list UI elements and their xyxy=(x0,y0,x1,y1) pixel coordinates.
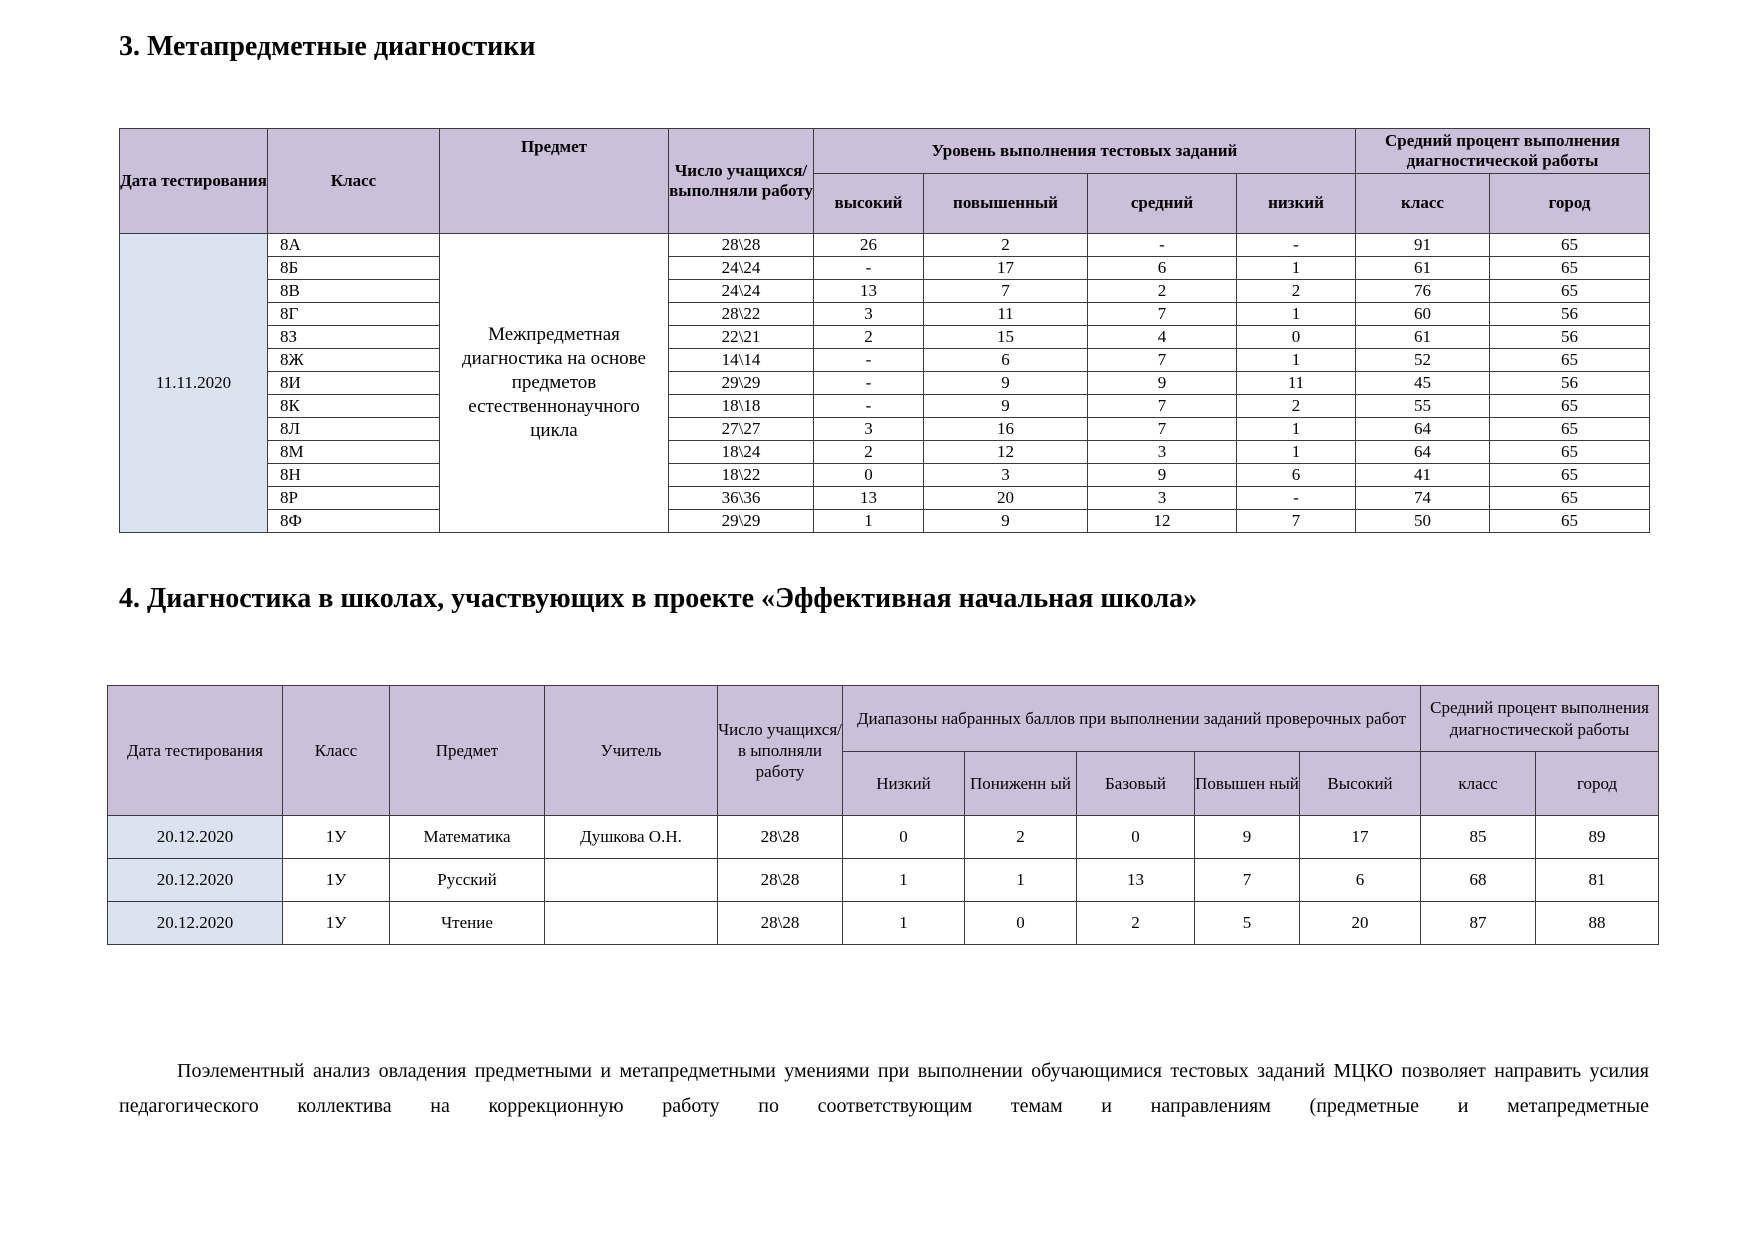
level-high-cell: 2 xyxy=(814,441,924,464)
col-class-header: Класс xyxy=(283,686,390,816)
table-row xyxy=(120,326,1650,349)
count-cell: 29\29 xyxy=(669,372,814,395)
avg-city-cell: 65 xyxy=(1490,280,1650,303)
level-mid-cell: 6 xyxy=(1088,257,1237,280)
class-cell: 1У xyxy=(283,859,390,902)
level-mid-cell: - xyxy=(1088,234,1237,257)
class-cell: 8А xyxy=(268,234,440,257)
level-raised-cell: 9 xyxy=(924,372,1088,395)
count-cell: 28\22 xyxy=(669,303,814,326)
table-row xyxy=(120,349,1650,372)
avg-group-header: Средний процент выполнения диагностической работы xyxy=(1421,686,1659,752)
avg-class-cell: 61 xyxy=(1356,257,1490,280)
table4-body xyxy=(108,816,1659,945)
count-cell: 18\18 xyxy=(669,395,814,418)
class-cell: 8Р xyxy=(268,487,440,510)
col-date-header: Дата тестирования xyxy=(108,686,283,816)
class-cell: 8З xyxy=(268,326,440,349)
col-date-header: Дата тестирования xyxy=(120,129,268,234)
level-raised-cell: 11 xyxy=(924,303,1088,326)
avg-city-cell: 88 xyxy=(1536,902,1659,945)
class-cell: 8И xyxy=(268,372,440,395)
section3-title: 3. Метапредметные диагностики xyxy=(119,31,536,62)
count-cell: 18\24 xyxy=(669,441,814,464)
class-cell: 1У xyxy=(283,816,390,859)
teacher-cell xyxy=(545,859,718,902)
col-level-low-header: низкий xyxy=(1237,174,1356,234)
avg-city-cell: 65 xyxy=(1490,487,1650,510)
col-level-high-header: высокий xyxy=(814,174,924,234)
level-raised-cell: 16 xyxy=(924,418,1088,441)
avg-class-cell: 64 xyxy=(1356,441,1490,464)
count-cell: 29\29 xyxy=(669,510,814,533)
level-raised-cell: 7 xyxy=(924,280,1088,303)
level-raised-cell: 17 xyxy=(924,257,1088,280)
table-row xyxy=(120,487,1650,510)
subject-cell: Чтение xyxy=(390,902,545,945)
high-cell: 6 xyxy=(1300,859,1421,902)
level-low-cell: 1 xyxy=(1237,349,1356,372)
level-high-cell: - xyxy=(814,257,924,280)
low-cell: 1 xyxy=(843,902,965,945)
class-cell: 1У xyxy=(283,902,390,945)
reduced-cell: 1 xyxy=(965,859,1077,902)
level-raised-cell: 12 xyxy=(924,441,1088,464)
raised-cell: 7 xyxy=(1195,859,1300,902)
level-low-cell: 0 xyxy=(1237,326,1356,349)
table-row xyxy=(120,257,1650,280)
class-cell: 8М xyxy=(268,441,440,464)
level-mid-cell: 7 xyxy=(1088,418,1237,441)
col-count-header: Число учащихся/ выполняли работу xyxy=(669,129,814,234)
level-mid-cell: 9 xyxy=(1088,464,1237,487)
avg-city-cell: 56 xyxy=(1490,372,1650,395)
avg-class-cell: 45 xyxy=(1356,372,1490,395)
avg-class-cell: 50 xyxy=(1356,510,1490,533)
class-cell: 8Ф xyxy=(268,510,440,533)
count-cell: 24\24 xyxy=(669,280,814,303)
low-cell: 1 xyxy=(843,859,965,902)
avg-city-cell: 65 xyxy=(1490,441,1650,464)
level-raised-cell: 9 xyxy=(924,510,1088,533)
level-high-cell: 2 xyxy=(814,326,924,349)
level-high-cell: 0 xyxy=(814,464,924,487)
col-level-raised-header: повышенный xyxy=(924,174,1088,234)
level-low-cell: 6 xyxy=(1237,464,1356,487)
level-mid-cell: 7 xyxy=(1088,395,1237,418)
count-cell: 28\28 xyxy=(718,902,843,945)
level-raised-cell: 15 xyxy=(924,326,1088,349)
subject-cell: Межпредметная диагностика на основе предметов естественнонаучного цикла xyxy=(440,234,669,533)
class-cell: 8Л xyxy=(268,418,440,441)
col-avg-city-header: город xyxy=(1536,752,1659,816)
avg-city-cell: 65 xyxy=(1490,418,1650,441)
class-cell: 8Н xyxy=(268,464,440,487)
level-low-cell: 1 xyxy=(1237,257,1356,280)
table-row xyxy=(120,441,1650,464)
class-cell: 8Ж xyxy=(268,349,440,372)
base-cell: 2 xyxy=(1077,902,1195,945)
level-high-cell: - xyxy=(814,372,924,395)
col-base-header: Базовый xyxy=(1077,752,1195,816)
teacher-cell xyxy=(545,902,718,945)
col-count-header: Число учащихся/в ыполняли работу xyxy=(718,686,843,816)
table-row xyxy=(120,510,1650,533)
avg-city-cell: 81 xyxy=(1536,859,1659,902)
avg-class-cell: 76 xyxy=(1356,280,1490,303)
table3-body xyxy=(120,234,1650,533)
table-row xyxy=(120,395,1650,418)
table-row xyxy=(108,816,1659,859)
analysis-paragraph: Поэлементный анализ овладения предметными и метапредметными умениями при выполнении обучающимися тестовых заданий МЦКО позволяет направить усилия педагогического коллектива на коррекционную работу по соответствующим темам и направлениям (предметные и метапредметные xyxy=(119,1060,1649,1117)
avg-class-cell: 41 xyxy=(1356,464,1490,487)
date-cell: 20.12.2020 xyxy=(108,859,283,902)
avg-class-cell: 64 xyxy=(1356,418,1490,441)
col-avg-class-header: класс xyxy=(1356,174,1490,234)
level-low-cell: 1 xyxy=(1237,418,1356,441)
count-cell: 24\24 xyxy=(669,257,814,280)
avg-city-cell: 65 xyxy=(1490,257,1650,280)
avg-city-cell: 65 xyxy=(1490,395,1650,418)
table-row xyxy=(120,418,1650,441)
col-class-header: Класс xyxy=(268,129,440,234)
table-row xyxy=(120,280,1650,303)
count-cell: 36\36 xyxy=(669,487,814,510)
avg-class-cell: 60 xyxy=(1356,303,1490,326)
table-row xyxy=(108,859,1659,902)
level-mid-cell: 3 xyxy=(1088,441,1237,464)
range-group-header: Диапазоны набранных баллов при выполнении заданий проверочных работ xyxy=(843,686,1421,752)
avg-class-cell: 52 xyxy=(1356,349,1490,372)
low-cell: 0 xyxy=(843,816,965,859)
col-high-header: Высокий xyxy=(1300,752,1421,816)
level-high-cell: 13 xyxy=(814,487,924,510)
table-row xyxy=(120,303,1650,326)
col-reduced-header: Пониженн ый xyxy=(965,752,1077,816)
high-cell: 20 xyxy=(1300,902,1421,945)
raised-cell: 9 xyxy=(1195,816,1300,859)
level-raised-cell: 20 xyxy=(924,487,1088,510)
level-low-cell: 7 xyxy=(1237,510,1356,533)
reduced-cell: 2 xyxy=(965,816,1077,859)
count-cell: 18\22 xyxy=(669,464,814,487)
level-raised-cell: 2 xyxy=(924,234,1088,257)
avg-city-cell: 89 xyxy=(1536,816,1659,859)
level-low-cell: - xyxy=(1237,234,1356,257)
level-low-cell: 1 xyxy=(1237,303,1356,326)
level-raised-cell: 9 xyxy=(924,395,1088,418)
avg-city-cell: 56 xyxy=(1490,326,1650,349)
count-cell: 27\27 xyxy=(669,418,814,441)
avg-group-header: Средний процент выполнения диагностической работы xyxy=(1356,129,1650,174)
avg-class-cell: 85 xyxy=(1421,816,1536,859)
col-level-mid-header: средний xyxy=(1088,174,1237,234)
table-row xyxy=(120,234,1650,257)
raised-cell: 5 xyxy=(1195,902,1300,945)
level-low-cell: 2 xyxy=(1237,280,1356,303)
metasubject-diagnostics-table xyxy=(119,128,1650,533)
avg-city-cell: 65 xyxy=(1490,510,1650,533)
col-teacher-header: Учитель xyxy=(545,686,718,816)
high-cell: 17 xyxy=(1300,816,1421,859)
base-cell: 0 xyxy=(1077,816,1195,859)
count-cell: 28\28 xyxy=(718,859,843,902)
level-high-cell: 26 xyxy=(814,234,924,257)
level-mid-cell: 3 xyxy=(1088,487,1237,510)
level-raised-cell: 6 xyxy=(924,349,1088,372)
avg-class-cell: 74 xyxy=(1356,487,1490,510)
col-raised-header: Повышен ный xyxy=(1195,752,1300,816)
date-cell: 20.12.2020 xyxy=(108,816,283,859)
date-cell: 11.11.2020 xyxy=(120,234,268,533)
avg-city-cell: 56 xyxy=(1490,303,1650,326)
avg-city-cell: 65 xyxy=(1490,234,1650,257)
col-subject-header: Предмет xyxy=(440,129,669,234)
level-high-cell: - xyxy=(814,395,924,418)
level-mid-cell: 9 xyxy=(1088,372,1237,395)
count-cell: 14\14 xyxy=(669,349,814,372)
level-mid-cell: 4 xyxy=(1088,326,1237,349)
table-row xyxy=(120,464,1650,487)
class-cell: 8Б xyxy=(268,257,440,280)
reduced-cell: 0 xyxy=(965,902,1077,945)
level-mid-cell: 7 xyxy=(1088,303,1237,326)
teacher-cell: Душкова О.Н. xyxy=(545,816,718,859)
level-raised-cell: 3 xyxy=(924,464,1088,487)
level-high-cell: 3 xyxy=(814,303,924,326)
avg-class-cell: 68 xyxy=(1421,859,1536,902)
count-cell: 22\21 xyxy=(669,326,814,349)
avg-city-cell: 65 xyxy=(1490,464,1650,487)
col-avg-class-header: класс xyxy=(1421,752,1536,816)
level-high-cell: 1 xyxy=(814,510,924,533)
level-mid-cell: 12 xyxy=(1088,510,1237,533)
avg-class-cell: 55 xyxy=(1356,395,1490,418)
class-cell: 8К xyxy=(268,395,440,418)
class-cell: 8Г xyxy=(268,303,440,326)
avg-city-cell: 65 xyxy=(1490,349,1650,372)
class-cell: 8В xyxy=(268,280,440,303)
level-low-cell: - xyxy=(1237,487,1356,510)
base-cell: 13 xyxy=(1077,859,1195,902)
col-subject-header: Предмет xyxy=(390,686,545,816)
level-group-header: Уровень выполнения тестовых заданий xyxy=(814,129,1356,174)
level-high-cell: 3 xyxy=(814,418,924,441)
table-row xyxy=(108,902,1659,945)
count-cell: 28\28 xyxy=(718,816,843,859)
subject-cell: Русский xyxy=(390,859,545,902)
effective-primary-school-table xyxy=(107,685,1659,945)
level-low-cell: 11 xyxy=(1237,372,1356,395)
table-row xyxy=(120,372,1650,395)
level-mid-cell: 2 xyxy=(1088,280,1237,303)
level-mid-cell: 7 xyxy=(1088,349,1237,372)
section4-title: 4. Диагностика в школах, участвующих в проекте «Эффективная начальная школа» xyxy=(119,583,1198,614)
subject-cell: Математика xyxy=(390,816,545,859)
level-low-cell: 2 xyxy=(1237,395,1356,418)
level-low-cell: 1 xyxy=(1237,441,1356,464)
avg-class-cell: 61 xyxy=(1356,326,1490,349)
avg-class-cell: 87 xyxy=(1421,902,1536,945)
level-high-cell: - xyxy=(814,349,924,372)
avg-class-cell: 91 xyxy=(1356,234,1490,257)
date-cell: 20.12.2020 xyxy=(108,902,283,945)
level-high-cell: 13 xyxy=(814,280,924,303)
col-avg-city-header: город xyxy=(1490,174,1650,234)
count-cell: 28\28 xyxy=(669,234,814,257)
col-low-header: Низкий xyxy=(843,752,965,816)
